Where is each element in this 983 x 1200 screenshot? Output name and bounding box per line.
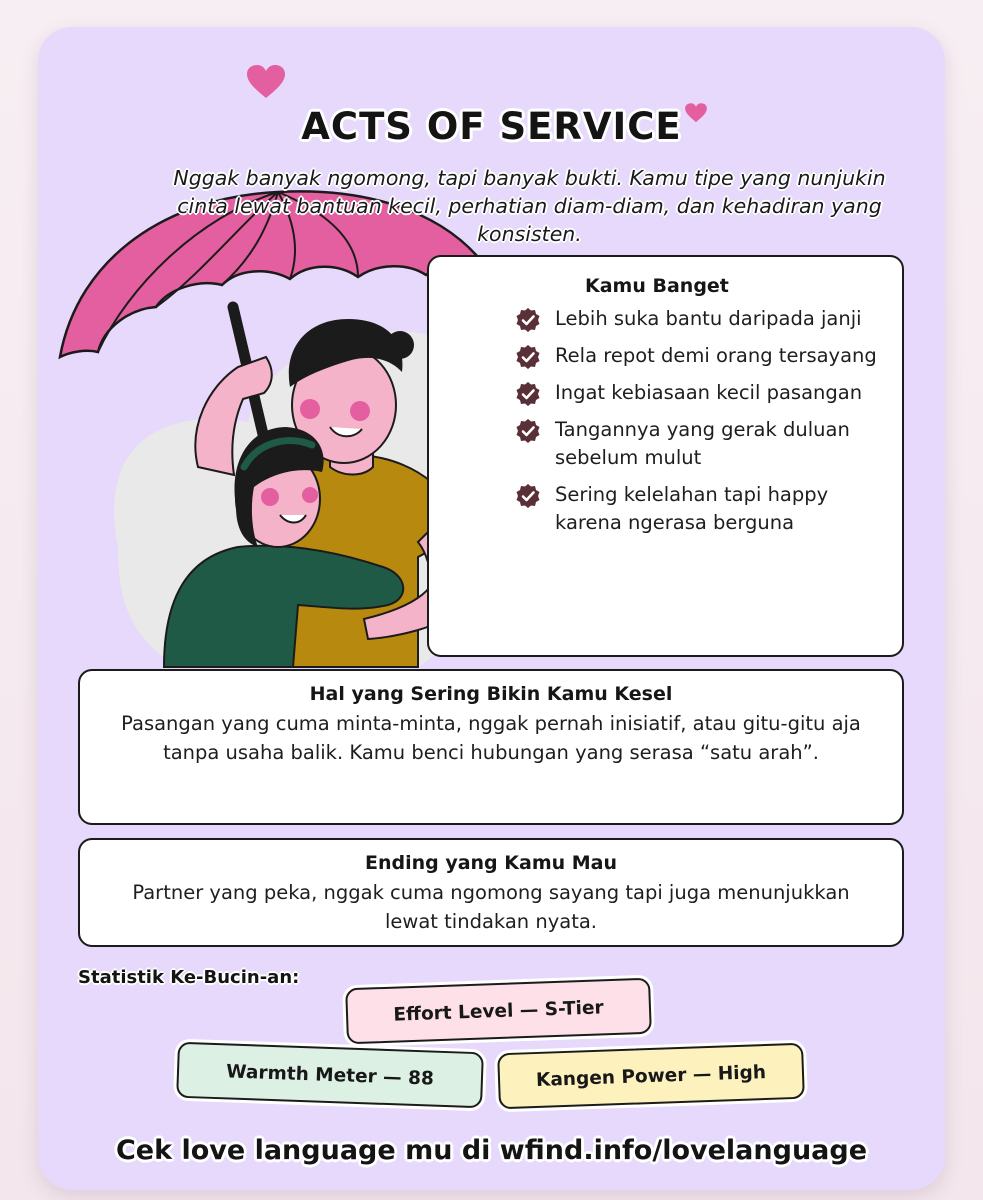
kesel-box	[78, 669, 904, 825]
list-item	[515, 416, 882, 472]
list-item-text: Sering kelelahan tapi happy karena ngerasa berguna	[555, 483, 829, 534]
stat-pill-effort	[345, 978, 652, 1045]
stat-pill-kangen	[497, 1043, 805, 1110]
result-card	[38, 27, 945, 1190]
list-item	[515, 481, 882, 537]
list-item	[515, 379, 882, 407]
page-subtitle: Nggak banyak ngomong, tapi banyak bukti. Kamu tipe yang nunjukin cinta lewat bantuan kecil, perhatian diam-diam, dan kehadiran yang konsisten.	[173, 166, 886, 246]
kesel-title: Hal yang Sering Bikin Kamu Kesel	[309, 683, 673, 705]
list-item	[515, 305, 882, 333]
kamu-banget-box	[427, 255, 904, 657]
check-badge-icon	[515, 418, 541, 444]
kesel-text: Pasangan yang cuma minta-minta, nggak pernah inisiatif, atau gitu-gitu aja tanpa usaha balik. Kamu benci hubungan yang serasa “satu arah”.	[121, 712, 861, 764]
check-badge-icon	[515, 381, 541, 407]
heart-icon	[245, 64, 287, 100]
list-item-text: Ingat kebiasaan kecil pasangan	[555, 381, 863, 404]
ending-title: Ending yang Kamu Mau	[364, 852, 618, 874]
list-item-text: Tangannya yang gerak duluan sebelum mulut	[555, 418, 850, 469]
check-badge-icon	[515, 344, 541, 370]
check-badge-icon	[515, 483, 541, 509]
kamu-banget-list	[515, 305, 882, 537]
ending-box	[78, 838, 904, 947]
check-badge-icon	[515, 307, 541, 333]
page-title: ACTS OF SERVICE	[301, 105, 682, 148]
list-item	[515, 342, 882, 370]
list-item-text: Rela repot demi orang tersayang	[555, 344, 877, 367]
stat-pill-text: Warmth Meter — 88	[225, 1060, 435, 1090]
ending-text: Partner yang peka, nggak cuma ngomong sayang tapi juga menunjukkan lewat tindakan nyata.	[132, 881, 850, 933]
list-item-text: Lebih suka bantu daripada janji	[555, 307, 862, 330]
stats-label: Statistik Ke-Bucin-an:	[78, 967, 300, 988]
stat-pill-warmth	[176, 1042, 484, 1109]
kamu-banget-title: Kamu Banget	[585, 275, 729, 297]
footer-cta: Cek love language mu di wfind.info/lovelanguage	[115, 1135, 868, 1166]
stat-pill-text: Kangen Power — High	[535, 1061, 767, 1091]
stat-pill-text: Effort Level — S-Tier	[393, 996, 604, 1026]
